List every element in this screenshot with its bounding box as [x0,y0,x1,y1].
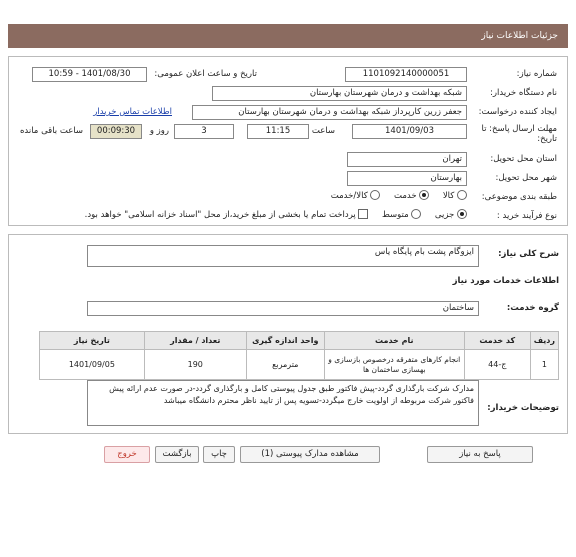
cell-row: 1 [530,350,558,380]
category-options [331,190,467,201]
city-label: شهر محل تحویل: [495,173,557,183]
province-field: تهران [347,152,467,167]
exit-button[interactable]: خروج [104,446,150,463]
category-option-service[interactable]: خدمت [394,191,429,201]
category-label: طبقه بندی موضوعی: [481,192,557,202]
process-minor-radio[interactable] [457,209,467,219]
deadline-date-field: 1401/09/03 [352,124,467,139]
process-options [85,209,467,220]
col-unit: واحد اندازه گیری [246,332,324,350]
remaining-time-field: 00:09:30 [90,124,142,139]
back-button[interactable]: بازگشت [155,446,199,463]
time-label: ساعت [311,126,335,136]
category-goods-radio[interactable] [457,190,467,200]
category-option-goods[interactable]: کالا [443,191,467,201]
process-label: نوع فرآیند خرید : [496,211,557,221]
deadline-time-field: 11:15 [247,124,309,139]
creator-field: جعفر زرین کارپرداز شبکه بهداشت و درمان شهرستان بهارستان [192,105,467,120]
summary-label: شرح کلی نیاز: [498,249,559,259]
cell-date: 1401/09/05 [40,350,145,380]
col-code: کد خدمت [464,332,530,350]
col-date: تاریخ نیاز [40,332,145,350]
reply-button[interactable]: پاسخ به نیاز [427,446,533,463]
services-heading: اطلاعات خدمات مورد نیاز [452,276,559,286]
process-medium-radio[interactable] [411,209,421,219]
need-info-panel [8,56,568,226]
buyer-org-label: نام دستگاه خریدار: [490,88,557,98]
remaining-label: ساعت باقی مانده [19,126,83,136]
cell-qty: 190 [144,350,246,380]
col-name: نام خدمت [324,332,464,350]
page-title: جزئیات اطلاعات نیاز [8,24,568,48]
creator-label: ایجاد کننده درخواست: [478,107,557,117]
announce-field: 1401/08/30 - 10:59 [32,67,147,82]
days-field: 3 [174,124,234,139]
group-field: ساختمان [87,301,479,316]
group-label: گروه خدمت: [506,303,559,313]
cell-name: انجام کارهای متفرقه درخصوص بازسازی و بهسازی ساختمان ها [324,350,464,380]
announce-label: تاریخ و ساعت اعلان عمومی: [154,69,257,79]
buyer-org-field: شبکه بهداشت و درمان شهرستان بهارستان [212,86,467,101]
category-goods-service-radio[interactable] [370,190,380,200]
treasury-payment-checkbox[interactable] [358,209,368,219]
cell-unit: مترمربع [246,350,324,380]
days-label: روز و [149,126,169,136]
province-label: استان محل تحویل: [490,154,557,164]
process-option-minor[interactable]: جزیی [435,210,467,220]
deadline-label: مهلت ارسال پاسخ: تا تاریخ: [481,124,557,144]
table-header-row [40,332,559,350]
cell-code: ج-44 [464,350,530,380]
need-details-panel [8,234,568,434]
col-row: ردیف [530,332,558,350]
print-button[interactable]: چاپ [203,446,235,463]
buyer-notes-label: توضیحات خریدار: [487,403,559,413]
col-qty: تعداد / مقدار [144,332,246,350]
services-table [39,331,559,380]
process-option-medium[interactable]: متوسط [382,210,421,220]
treasury-payment-option[interactable]: پرداخت تمام یا بخشی از مبلغ خرید،از محل "اسناد خزانه اسلامی" خواهد بود. [85,210,369,220]
need-number-field: 1101092140000051 [345,67,467,82]
need-number-label: شماره نیاز: [516,69,557,79]
view-attachments-button[interactable]: مشاهده مدارک پیوستی (1) [240,446,380,463]
buyer-notes-field: مدارک شرکت بارگذاری گردد-پیش فاکتور طبق جدول پیوستی کامل و بارگذاری گردد-در صورت عدم ارائه پیش فاکتور شرکت مربوطه از اولویت خارج میگردد-تسویه پس از تایید ناظر محترم دانشگاه میباشد [87,380,479,426]
table-row [40,350,559,380]
summary-field: ایزوگام پشت بام پایگاه یاس [87,245,479,267]
category-option-goods-service[interactable]: کالا/خدمت [331,191,381,201]
city-field: بهارستان [347,171,467,186]
contact-buyer-link[interactable]: اطلاعات تماس خریدار [93,107,172,117]
category-service-radio[interactable] [419,190,429,200]
